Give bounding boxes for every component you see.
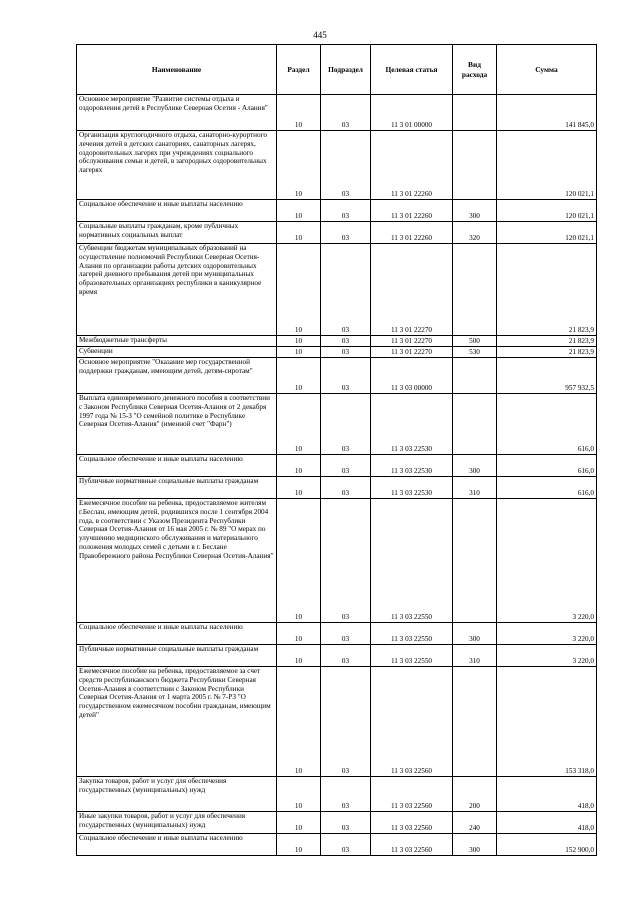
row-section: 10 (277, 667, 321, 777)
row-amount: 153 318,0 (497, 667, 597, 777)
table-row (77, 623, 597, 645)
row-section: 10 (277, 834, 321, 856)
row-subsection: 03 (321, 244, 371, 336)
table-body (77, 95, 597, 856)
row-amount: 152 900,0 (497, 834, 597, 856)
row-expense-type: 500 (453, 336, 497, 347)
row-name: Социальное обеспечение и иные выплаты населению (77, 834, 277, 856)
row-name: Иные закупки товаров, работ и услуг для обеспечения государственных (муниципальных) нужд (77, 812, 277, 834)
row-expense-type (453, 244, 497, 336)
row-section: 10 (277, 95, 321, 131)
row-target: 11 3 03 22560 (371, 667, 453, 777)
row-section: 10 (277, 499, 321, 623)
header-amount: Сумма (497, 45, 597, 95)
row-target: 11 3 03 22560 (371, 812, 453, 834)
row-expense-type: 300 (453, 200, 497, 222)
table-row (77, 499, 597, 623)
row-expense-type (453, 394, 497, 455)
row-name: Межбюджетные трансферты (77, 336, 277, 347)
header-expense-type: Вид расхода (453, 45, 497, 95)
row-target: 11 3 03 22550 (371, 499, 453, 623)
row-name: Ежемесячное пособие на ребенка, предоставляемое за счет средств республиканского бюджета Республики Северная Осетия-Алания в соответствии с Законом Республики Северная Осетия-Алания от 1 марта 2005 г. № 7-РЗ "О государственном ежемесячном пособии гражданам, имеющим детей" (77, 667, 277, 777)
row-amount: 3 220,0 (497, 645, 597, 667)
row-section: 10 (277, 812, 321, 834)
row-subsection: 03 (321, 95, 371, 131)
row-target: 11 3 01 22270 (371, 244, 453, 336)
row-amount: 120 021,1 (497, 222, 597, 244)
table-row (77, 222, 597, 244)
row-subsection: 03 (321, 347, 371, 358)
table-header (77, 45, 597, 95)
header-name: Наименование (77, 45, 277, 95)
row-amount: 3 220,0 (497, 623, 597, 645)
row-subsection: 03 (321, 358, 371, 394)
table-row (77, 455, 597, 477)
row-section: 10 (277, 358, 321, 394)
row-subsection: 03 (321, 200, 371, 222)
row-target: 11 3 01 22260 (371, 200, 453, 222)
row-target: 11 3 01 22260 (371, 131, 453, 200)
row-target: 11 3 03 22530 (371, 394, 453, 455)
row-section: 10 (277, 336, 321, 347)
page-number: 445 (313, 30, 327, 40)
row-amount: 120 021,1 (497, 200, 597, 222)
row-amount: 141 845,0 (497, 95, 597, 131)
table-row (77, 95, 597, 131)
row-amount: 957 932,5 (497, 358, 597, 394)
row-name: Выплата единовременного денежного пособия в соответствии с Законом Республики Северная Осетия-Алания от 2 декабря 1997 года № 15-З "О семейной политике в Республике Северная Осетия-Алания" (именной счет "Фарн") (77, 394, 277, 455)
row-name: Социальное обеспечение и иные выплаты населению (77, 200, 277, 222)
table-row (77, 812, 597, 834)
row-target: 11 3 03 22560 (371, 777, 453, 812)
row-section: 10 (277, 623, 321, 645)
row-amount: 21 823,9 (497, 244, 597, 336)
row-amount: 616,0 (497, 455, 597, 477)
row-subsection: 03 (321, 394, 371, 455)
table-row (77, 336, 597, 347)
row-name: Субвенции бюджетам муниципальных образований на осуществление полномочий Республики Северная Осетия-Алания по организации работы детских оздоровительных лагерей дневного пребывания детей при муниципальных образовательных организациях республики в каникулярное время (77, 244, 277, 336)
row-expense-type (453, 358, 497, 394)
header-subsection: Подраздел (321, 45, 371, 95)
row-target: 11 3 03 00000 (371, 358, 453, 394)
row-section: 10 (277, 222, 321, 244)
row-target: 11 3 03 22560 (371, 834, 453, 856)
row-name: Ежемесячное пособие на ребенка, предоставляемое жителям г.Беслан, имеющим детей, родившихся после 1 сентября 2004 года, в соответствии с Указом Президента Республики Северная Осетия-Алания от 16 мая 2005 г. № 89 "О мерах по улучшению медицинского обслуживания и материального положения молодых семей с детьми в г. Беслане Правобережного района Республики Северная Осетия-Алания" (77, 499, 277, 623)
table-row (77, 358, 597, 394)
row-subsection: 03 (321, 623, 371, 645)
row-target: 11 3 03 22530 (371, 455, 453, 477)
row-expense-type: 310 (453, 477, 497, 499)
row-expense-type (453, 131, 497, 200)
row-subsection: 03 (321, 812, 371, 834)
row-expense-type: 530 (453, 347, 497, 358)
table-row (77, 347, 597, 358)
table-row (77, 244, 597, 336)
row-subsection: 03 (321, 336, 371, 347)
row-subsection: 03 (321, 131, 371, 200)
table-row (77, 200, 597, 222)
row-section: 10 (277, 777, 321, 812)
row-target: 11 3 03 22550 (371, 623, 453, 645)
row-target: 11 3 01 22270 (371, 347, 453, 358)
row-section: 10 (277, 200, 321, 222)
row-name: Публичные нормативные социальные выплаты гражданам (77, 477, 277, 499)
row-target: 11 3 03 22550 (371, 645, 453, 667)
table-row (77, 645, 597, 667)
row-subsection: 03 (321, 455, 371, 477)
row-section: 10 (277, 394, 321, 455)
row-section: 10 (277, 131, 321, 200)
row-subsection: 03 (321, 222, 371, 244)
row-name: Основное мероприятие "Оказание мер государственной поддержки гражданам, имеющим детей, детям-сиротам" (77, 358, 277, 394)
row-name: Субвенции (77, 347, 277, 358)
row-expense-type (453, 667, 497, 777)
row-subsection: 03 (321, 477, 371, 499)
row-section: 10 (277, 455, 321, 477)
budget-table (76, 44, 597, 856)
row-name: Социальное обеспечение и иные выплаты населению (77, 455, 277, 477)
row-amount: 418,0 (497, 777, 597, 812)
row-amount: 3 220,0 (497, 499, 597, 623)
row-expense-type: 300 (453, 455, 497, 477)
row-name: Организация круглогодичного отдыха, санаторно-курортного лечения детей в детских санаториях, санаторных лагерях, оздоровительных лагерях при учреждениях социального обслуживания семьи и детей, в загородных оздоровительных лагерях (77, 131, 277, 200)
row-section: 10 (277, 347, 321, 358)
row-expense-type: 310 (453, 645, 497, 667)
table-row (77, 394, 597, 455)
table-row (77, 477, 597, 499)
row-name: Публичные нормативные социальные выплаты гражданам (77, 645, 277, 667)
row-target: 11 3 01 22270 (371, 336, 453, 347)
row-target: 11 3 03 22530 (371, 477, 453, 499)
row-amount: 21 823,9 (497, 336, 597, 347)
row-name: Социальное обеспечение и иные выплаты населению (77, 623, 277, 645)
row-expense-type: 300 (453, 623, 497, 645)
row-subsection: 03 (321, 499, 371, 623)
row-target: 11 3 01 00000 (371, 95, 453, 131)
row-expense-type: 200 (453, 777, 497, 812)
row-name: Социальные выплаты гражданам, кроме публичных нормативных социальных выплат (77, 222, 277, 244)
row-section: 10 (277, 477, 321, 499)
row-amount: 616,0 (497, 477, 597, 499)
row-section: 10 (277, 244, 321, 336)
row-target: 11 3 01 22260 (371, 222, 453, 244)
row-expense-type: 240 (453, 812, 497, 834)
row-amount: 418,0 (497, 812, 597, 834)
row-section: 10 (277, 645, 321, 667)
table-row (77, 131, 597, 200)
row-amount: 616,0 (497, 394, 597, 455)
row-subsection: 03 (321, 645, 371, 667)
row-expense-type: 300 (453, 834, 497, 856)
row-amount: 21 823,9 (497, 347, 597, 358)
row-expense-type (453, 95, 497, 131)
table-row (77, 667, 597, 777)
row-expense-type (453, 499, 497, 623)
row-amount: 120 021,1 (497, 131, 597, 200)
header-section: Раздел (277, 45, 321, 95)
row-expense-type: 320 (453, 222, 497, 244)
table-row (77, 777, 597, 812)
row-name: Основное мероприятие "Развитие системы отдыха и оздоровления детей в Республике Северная Осетия - Алания" (77, 95, 277, 131)
row-subsection: 03 (321, 667, 371, 777)
row-subsection: 03 (321, 834, 371, 856)
row-name: Закупка товаров, работ и услуг для обеспечения государственных (муниципальных) нужд (77, 777, 277, 812)
row-subsection: 03 (321, 777, 371, 812)
header-target: Целевая статья (371, 45, 453, 95)
table-row (77, 834, 597, 856)
